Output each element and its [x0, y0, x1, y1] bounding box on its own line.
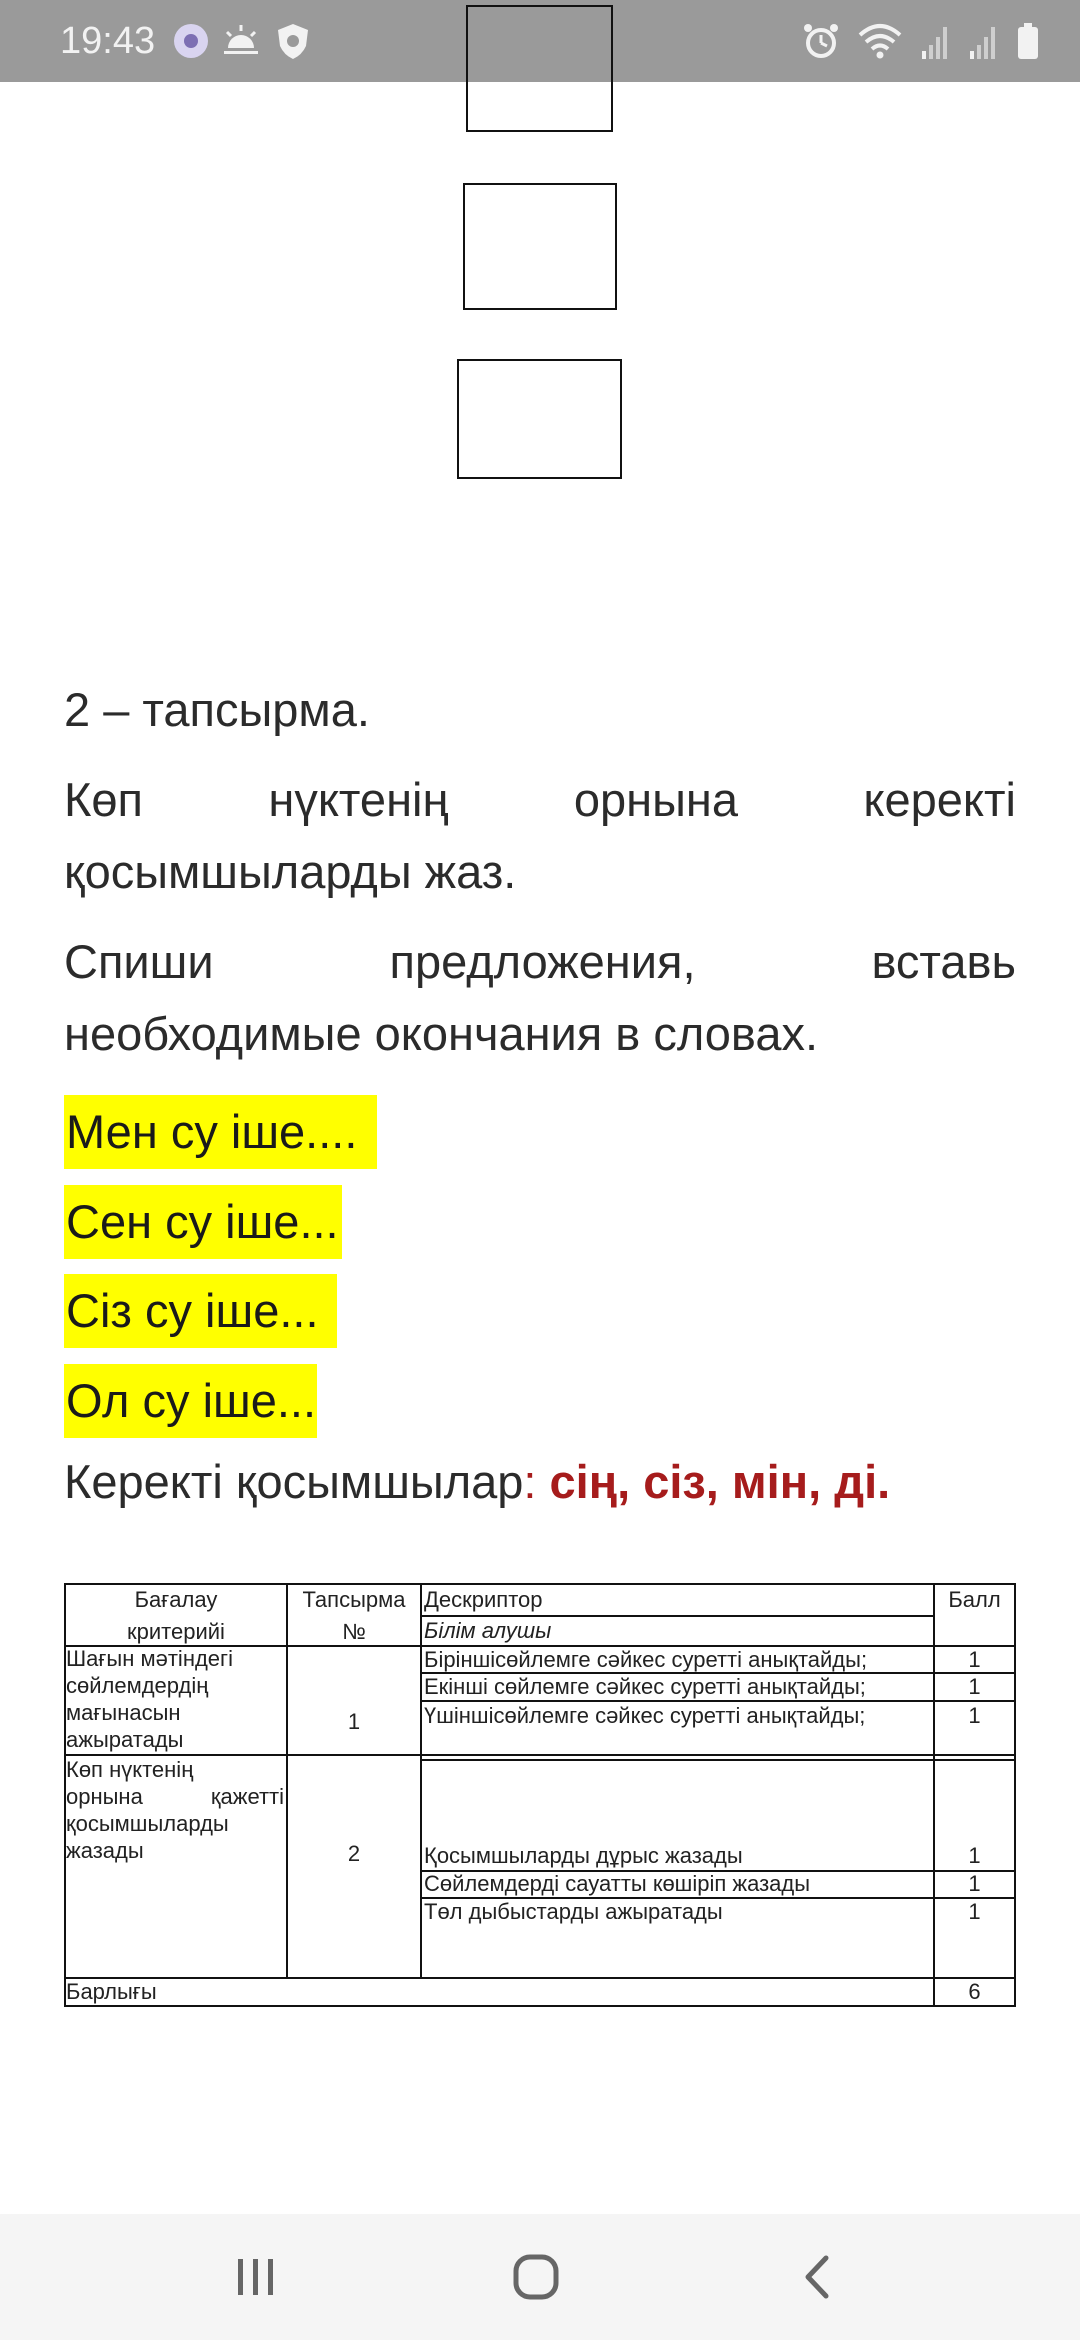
header-criteria-line-2: критерийі [127, 1619, 225, 1644]
suffixes-values: сің, сіз, мін, ді. [536, 1455, 891, 1508]
highlighted-sentence-4: Ол су іше... [64, 1364, 317, 1438]
header-task [288, 1587, 420, 1645]
row-1-task: 1 [347, 1709, 361, 1734]
table-divider [420, 1759, 1014, 1761]
word: вставь [871, 935, 1016, 988]
highlighted-sentence-3: Сіз су іше... [64, 1274, 337, 1348]
header-descriptor-sub: Білім алушы [424, 1618, 552, 1643]
row-1-score-2: 1 [968, 1674, 981, 1699]
table-divider [66, 1977, 1014, 1979]
highlighted-sentence-1: Мен су іше.... [64, 1095, 377, 1169]
criteria-text: Шағын мәтіндегі [66, 1646, 233, 1671]
row-2-task: 2 [347, 1841, 361, 1866]
word: керекті [863, 773, 1016, 826]
header-criteria [66, 1587, 286, 1645]
back-icon [798, 2252, 838, 2302]
wifi-icon [858, 21, 902, 61]
header-task-line-1: Тапсырма [302, 1587, 406, 1612]
row-1-descriptor-1: Біріншісөйлемге сәйкес суретті анықтайды; [424, 1647, 868, 1672]
total-label: Барлығы [66, 1979, 157, 2004]
task-heading: 2 – тапсырма. [64, 683, 370, 736]
word: орнына [573, 773, 738, 826]
home-icon [511, 2252, 561, 2302]
header-score: Балл [948, 1587, 1001, 1612]
notification-app-icon [170, 20, 212, 62]
kz-instruction-line-1 [64, 770, 1016, 830]
highlighted-sentence-2: Сен су іше... [64, 1185, 342, 1259]
alarm-icon [802, 21, 840, 61]
row-1-descriptor-2: Екінші сөйлемге сәйкес суретті анықтайды; [424, 1674, 866, 1699]
ru-instruction-line-1 [64, 932, 1016, 992]
row-1-score-3: 1 [968, 1703, 981, 1728]
table-divider [420, 1615, 933, 1617]
row-2-score-2: 1 [968, 1871, 981, 1896]
header-descriptor: Дескриптор [424, 1587, 543, 1612]
recents-button[interactable] [216, 2244, 296, 2310]
row-2-descriptor-1: Қосымшыларды дұрыс жазады [424, 1843, 743, 1868]
header-criteria-line-1: Бағалау [134, 1587, 218, 1612]
picture-box-3 [457, 359, 622, 479]
recents-icon [231, 2255, 281, 2299]
status-icons-right [802, 20, 1040, 62]
table-divider [420, 1585, 422, 1977]
total-score: 6 [968, 1979, 981, 2004]
suffixes-line [64, 1452, 890, 1512]
table-divider [420, 1700, 1014, 1702]
row-2-score-1: 1 [968, 1843, 981, 1868]
row-1-descriptor-3: Үшіншісөйлемге сәйкес суретті анықтайды; [424, 1703, 866, 1728]
row-2-descriptor-2: Сөйлемдерді сауатты көшіріп жазады [424, 1871, 811, 1896]
word: нүктенің [268, 773, 449, 826]
row-1-criteria [66, 1645, 284, 1753]
picture-box-2 [463, 183, 617, 310]
criteria-text: жазады [66, 1838, 144, 1863]
suffixes-colon: : [523, 1455, 537, 1508]
row-2-score-3: 1 [968, 1899, 981, 1924]
signal-2-icon [968, 21, 998, 61]
criteria-text: мағынасын [66, 1700, 181, 1725]
signal-1-icon [920, 21, 950, 61]
kz-instruction-line-2: қосымшыларды жаз. [64, 845, 517, 898]
picture-box-1 [466, 5, 613, 132]
row-2-descriptor-3: Төл дыбыстарды ажыратады [424, 1899, 723, 1924]
criteria-text: қосымшыларды [66, 1811, 229, 1836]
criteria-text: Көп нүктенің [66, 1757, 194, 1782]
criteria-text: орнына қажетті [66, 1784, 284, 1809]
weather-icon [220, 20, 262, 62]
word: Көп [64, 773, 143, 826]
assessment-table [64, 1583, 1016, 2007]
word: Спиши [64, 935, 214, 988]
ru-instruction-line-2: необходимые окончания в словах. [64, 1007, 819, 1060]
status-time: 19:43 [60, 20, 156, 62]
criteria-text [66, 1756, 284, 1783]
header-task-line-2: № [342, 1619, 366, 1644]
suffixes-label: Керекті қосымшылар [64, 1455, 524, 1508]
back-button[interactable] [778, 2244, 858, 2310]
criteria-text: сөйлемдердің [66, 1673, 209, 1698]
navigation-bar [0, 2214, 1080, 2340]
row-1-score-1: 1 [968, 1647, 981, 1672]
criteria-text: ажыратады [66, 1727, 184, 1752]
word: предложения, [389, 935, 696, 988]
battery-icon [1016, 21, 1040, 61]
shield-app-icon [272, 20, 314, 62]
row-2-criteria [66, 1756, 284, 1864]
home-button[interactable] [496, 2244, 576, 2310]
